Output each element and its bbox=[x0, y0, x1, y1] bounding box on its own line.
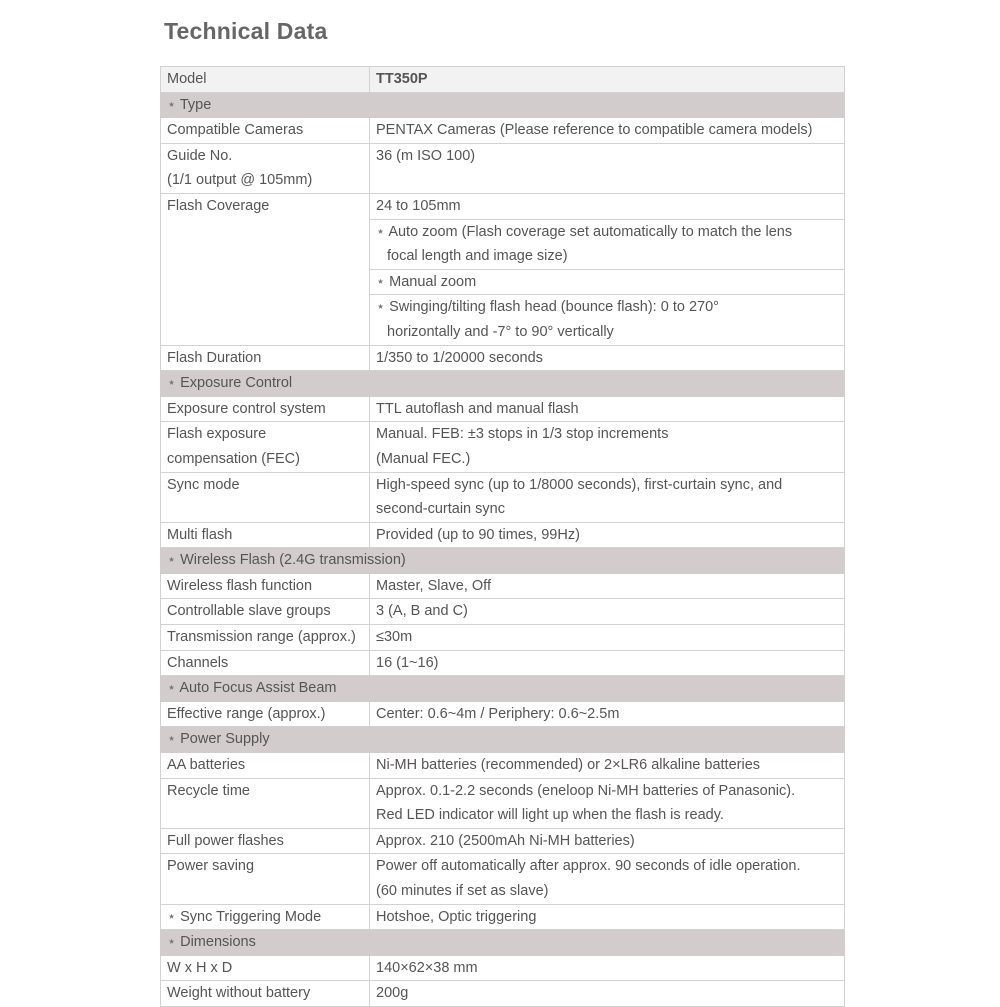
table-row bbox=[161, 118, 845, 144]
coverage-manual-text: Manual zoom bbox=[389, 273, 477, 290]
row-value: ≤30m bbox=[370, 625, 845, 651]
table-row bbox=[161, 422, 845, 472]
row-value-cont: second-curtain sync bbox=[376, 501, 505, 518]
table-row bbox=[161, 753, 845, 779]
star-icon: ⋆ bbox=[376, 299, 386, 316]
row-value: Approx. 210 (2500mAh Ni-MH batteries) bbox=[370, 828, 845, 854]
section-af-beam bbox=[161, 676, 845, 702]
coverage-range: 24 to 105mm bbox=[376, 197, 461, 214]
row-label: Power saving bbox=[161, 854, 370, 904]
section-title: Power Supply bbox=[180, 731, 270, 748]
star-icon: ⋆ bbox=[167, 680, 177, 697]
row-value: 16 (1~16) bbox=[370, 650, 845, 676]
table-row bbox=[161, 981, 845, 1007]
row-value: Hotshoe, Optic triggering bbox=[370, 904, 845, 930]
row-label: Effective range (approx.) bbox=[161, 701, 370, 727]
section-title: Auto Focus Assist Beam bbox=[179, 680, 337, 697]
star-icon: ⋆ bbox=[167, 552, 177, 569]
row-label: Exposure control system bbox=[161, 396, 370, 422]
row-value: 200g bbox=[370, 981, 845, 1007]
row-label: Flash Coverage bbox=[161, 193, 370, 345]
coverage-swing bbox=[370, 294, 844, 344]
table-row bbox=[161, 143, 845, 193]
row-value: 36 (m ISO 100) bbox=[370, 143, 845, 193]
page-title: Technical Data bbox=[164, 18, 328, 44]
row-label: Transmission range (approx.) bbox=[161, 625, 370, 651]
table-row bbox=[161, 573, 845, 599]
row-value: Provided (up to 90 times, 99Hz) bbox=[370, 522, 845, 548]
table-row bbox=[161, 625, 845, 651]
table-row bbox=[161, 396, 845, 422]
row-value: High-speed sync (up to 1/8000 seconds), first-curtain sync, and bbox=[376, 476, 783, 493]
section-type bbox=[161, 92, 845, 118]
row-label: Weight without battery bbox=[161, 981, 370, 1007]
row-value-cont: (60 minutes if set as slave) bbox=[376, 883, 549, 899]
coverage-swing-text: Swinging/tilting flash head (bounce flash): 0 to 270° bbox=[389, 299, 719, 316]
row-value: Center: 0.6~4m / Periphery: 0.6~2.5m bbox=[370, 701, 845, 727]
star-icon: ⋆ bbox=[167, 96, 177, 113]
coverage-manual-zoom bbox=[370, 269, 844, 295]
table-row bbox=[161, 904, 845, 930]
coverage-auto-zoom bbox=[370, 219, 844, 269]
row-label-cont: compensation (FEC) bbox=[167, 450, 300, 467]
row-value-cont: (Manual FEC.) bbox=[376, 450, 471, 467]
row-label: Channels bbox=[161, 650, 370, 676]
coverage-swing-text-cont: horizontally and -7° to 90° vertically bbox=[387, 323, 614, 340]
table-row bbox=[161, 599, 845, 625]
star-icon: ⋆ bbox=[167, 375, 177, 392]
star-icon: ⋆ bbox=[167, 908, 177, 925]
table-row-model bbox=[161, 67, 845, 93]
row-value: Master, Slave, Off bbox=[370, 573, 845, 599]
row-label: Flash exposure bbox=[167, 426, 267, 443]
star-icon: ⋆ bbox=[167, 934, 177, 951]
row-value: Ni-MH batteries (recommended) or 2×LR6 alkaline batteries bbox=[370, 753, 845, 779]
row-value: TTL autoflash and manual flash bbox=[370, 396, 845, 422]
row-label-cont: (1/1 output @ 105mm) bbox=[167, 172, 313, 189]
table-row bbox=[161, 701, 845, 727]
row-label: Guide No. bbox=[167, 147, 233, 164]
row-value: TT350P bbox=[370, 67, 845, 93]
row-value: 1/350 to 1/20000 seconds bbox=[370, 345, 845, 371]
table-row bbox=[161, 193, 845, 345]
row-label: W x H x D bbox=[161, 955, 370, 981]
section-title: Wireless Flash (2.4G transmission) bbox=[180, 552, 406, 569]
section-title: Exposure Control bbox=[180, 375, 293, 392]
row-label: Compatible Cameras bbox=[161, 118, 370, 144]
table-row bbox=[161, 345, 845, 371]
section-title: Dimensions bbox=[180, 934, 256, 951]
row-label: Flash Duration bbox=[161, 345, 370, 371]
star-icon: ⋆ bbox=[376, 223, 386, 240]
row-value: PENTAX Cameras (Please reference to compatible camera models) bbox=[370, 118, 845, 144]
row-label: Wireless flash function bbox=[161, 573, 370, 599]
section-wireless bbox=[161, 548, 845, 574]
row-label: Sync Triggering Mode bbox=[180, 908, 322, 925]
row-value: 3 (A, B and C) bbox=[370, 599, 845, 625]
row-label: Full power flashes bbox=[161, 828, 370, 854]
row-value: 140×62×38 mm bbox=[370, 955, 845, 981]
table-row bbox=[161, 854, 845, 904]
row-value-cont: Red LED indicator will light up when the flash is ready. bbox=[376, 807, 724, 824]
section-exposure bbox=[161, 371, 845, 397]
row-label: Sync mode bbox=[161, 472, 370, 522]
section-dimensions bbox=[161, 930, 845, 956]
star-icon: ⋆ bbox=[376, 273, 386, 290]
spec-table bbox=[160, 66, 845, 1007]
coverage-auto-text-cont: focal length and image size) bbox=[387, 248, 568, 265]
table-row bbox=[161, 778, 845, 828]
table-row bbox=[161, 828, 845, 854]
row-label: AA batteries bbox=[161, 753, 370, 779]
star-icon: ⋆ bbox=[167, 731, 177, 748]
coverage-auto-text: Auto zoom (Flash coverage set automatically to match the lens bbox=[388, 223, 793, 240]
row-value: Power off automatically after approx. 90 seconds of idle operation. bbox=[376, 858, 801, 875]
table-row bbox=[161, 472, 845, 522]
table-row bbox=[161, 955, 845, 981]
section-title: Type bbox=[179, 96, 212, 113]
row-label: Multi flash bbox=[161, 522, 370, 548]
row-value: Approx. 0.1-2.2 seconds (eneloop Ni-MH batteries of Panasonic). bbox=[376, 782, 796, 799]
section-power bbox=[161, 727, 845, 753]
row-label: Controllable slave groups bbox=[161, 599, 370, 625]
table-row bbox=[161, 650, 845, 676]
table-row bbox=[161, 522, 845, 548]
row-label: Model bbox=[161, 67, 370, 93]
row-value: Manual. FEB: ±3 stops in 1/3 stop increments bbox=[376, 426, 669, 443]
row-label: Recycle time bbox=[161, 778, 370, 828]
